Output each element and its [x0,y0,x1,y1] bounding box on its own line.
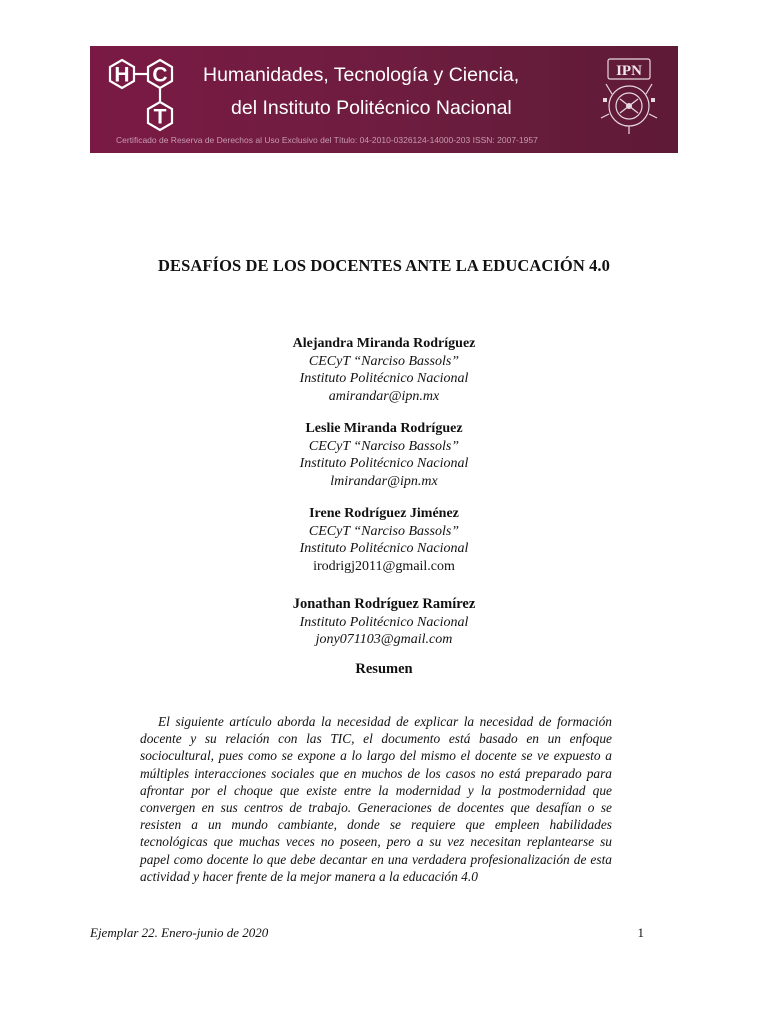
author-block [0,420,768,490]
abstract-text: El siguiente artículo aborda la necesidad de explicar la necesidad de formación docente y su relación con las TIC, el documento está basado en un enfoque sociocultural, pues como se expone a lo largo del mismo el docente se ve expuesto a múltiples interacciones sociales que en muchos de los casos no está preparado para afrontar por el choque que existe entre la modernidad y la postmodernidad que convergen en sus centros de trabajo. Generaciones de docentes que desafían o se resisten a un mundo cambiante, donde se requiere que empleen habilidades tecnológicas que muchas veces no poseen, pero a su vez necesitan replantearse su papel como docente lo que debe decantar en una verdadera profesionalización de esta actividad y hacer frente de la mejor manera a la educación 4.0 [140,714,612,884]
logo-letter-h: H [114,63,130,87]
author-email: lmirandar@ipn.mx [330,473,438,489]
author-name: Irene Rodríguez Jiménez [309,506,459,521]
author-institution: Instituto Politécnico Nacional [299,614,469,630]
banner-title: Humanidades, Tecnología y Ciencia, [203,64,520,86]
logo-letter-c: C [152,63,168,87]
author-email: irodrigj2011@gmail.com [313,558,455,574]
author-institution: Instituto Politécnico Nacional [299,541,469,556]
author-name: Leslie Miranda Rodríguez [305,421,463,436]
ipn-seal-icon [598,54,660,136]
author-name: Alejandra Miranda Rodríguez [292,336,476,351]
banner-registry-text: Certificado de Reserva de Derechos al Uso Exclusivo del Título: 04-2010-0326124-14000-203 ISSN: 2007-1957 [116,135,538,145]
author-affiliation: CECyT “Narciso Bassols” [308,523,460,539]
author-institution: Instituto Politécnico Nacional [299,456,469,471]
page-number: 1 [637,925,644,940]
author-block [0,596,768,649]
seal-text: IPN [616,63,642,79]
author-affiliation: CECyT “Narciso Bassols” [308,438,460,454]
author-name: Jonathan Rodríguez Ramírez [292,596,476,612]
author-block [0,505,768,575]
journal-banner [90,46,678,153]
footer-issue: Ejemplar 22. Enero-junio de 2020 [90,925,269,940]
author-block [0,335,768,405]
paper-title: DESAFÍOS DE LOS DOCENTES ANTE LA EDUCACIÓN 4.0 [157,256,611,275]
hct-hexagon-logo [104,56,184,140]
logo-letter-t: T [153,105,167,129]
banner-subtitle: del Instituto Politécnico Nacional [231,97,512,119]
abstract-heading: Resumen [355,661,413,677]
author-institution: Instituto Politécnico Nacional [299,371,469,386]
author-email: jony071103@gmail.com [315,632,453,647]
author-email: amirandar@ipn.mx [328,388,440,404]
author-affiliation: CECyT “Narciso Bassols” [308,353,460,369]
